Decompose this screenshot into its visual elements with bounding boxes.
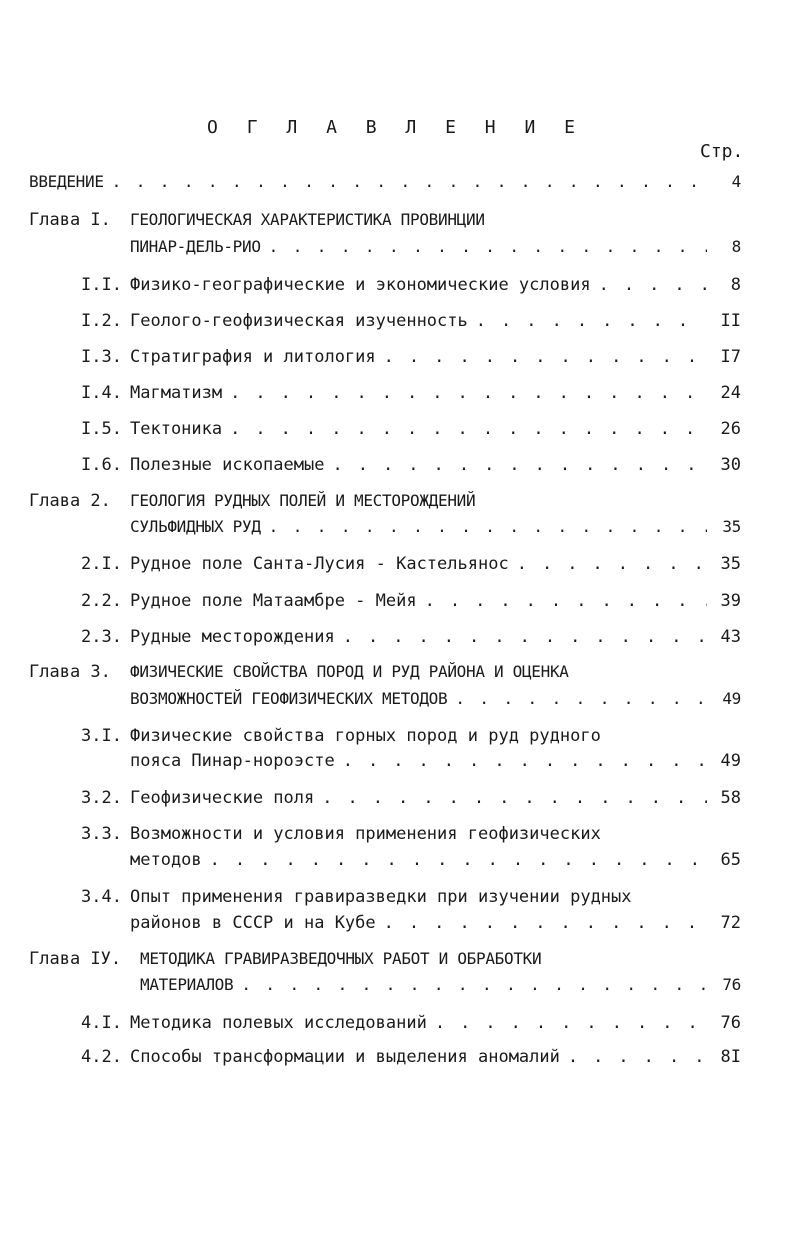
toc-entry <box>130 787 743 809</box>
dot-leader <box>476 310 707 332</box>
section-number: 3.4. <box>81 887 122 907</box>
section-number: I.4. <box>81 383 122 403</box>
section-number: 3.2. <box>81 788 122 808</box>
toc-entry <box>130 418 743 440</box>
chapter-title: ФИЗИЧЕСКИЕ СВОЙСТВА ПОРОД И РУД РАЙОНА И ОЦЕНКА <box>130 662 569 681</box>
toc-entry-text: пояса Пинар-нороэсте <box>130 751 335 771</box>
toc-entry <box>130 454 743 476</box>
toc-entry-page: 43 <box>720 627 741 647</box>
section-number: 3.3. <box>81 824 122 844</box>
toc-entry-page: 26 <box>720 419 741 439</box>
toc-entry-line: Возможности и условия применения геофизических <box>130 824 601 844</box>
toc-entry-text: Стратиграфия и литология <box>130 347 376 367</box>
toc-entry <box>130 750 743 772</box>
toc-entry-text: Магматизм <box>130 383 223 403</box>
toc-entry-page: 49 <box>720 751 741 771</box>
toc-entry-text: Методика полевых исследований <box>130 1013 427 1033</box>
toc-entry <box>130 310 743 332</box>
dot-leader <box>343 750 707 772</box>
toc-entry-page: 65 <box>720 850 741 870</box>
toc-entry-text: методов <box>130 850 202 870</box>
chapter-title: ГЕОЛОГИЧЕСКАЯ ХАРАКТЕРИСТИКА ПРОВИНЦИИ <box>130 210 485 229</box>
dot-leader <box>241 974 707 996</box>
dot-leader <box>332 454 707 476</box>
chapter-label: Глава I. <box>29 210 111 230</box>
dot-leader <box>568 1046 707 1068</box>
toc-entry-page: 35 <box>722 517 741 536</box>
toc-entry-text: Геофизические поля <box>130 788 315 808</box>
dot-leader <box>599 274 707 296</box>
toc-entry-page: 58 <box>720 788 741 808</box>
section-number: 4.2. <box>81 1047 122 1067</box>
toc-entry-page: 76 <box>722 975 741 994</box>
section-number: 2.I. <box>81 554 122 574</box>
toc-entry-page: 24 <box>720 383 741 403</box>
toc-entry-text: Способы трансформации и выделения аномалий <box>130 1047 560 1067</box>
section-number: I.3. <box>81 347 122 367</box>
toc-entry <box>130 626 743 648</box>
dot-leader <box>230 418 707 440</box>
toc-entry-text: Геолого-геофизическая изученность <box>130 311 468 331</box>
chapter-title: ГЕОЛОГИЯ РУДНЫХ ПОЛЕЙ И МЕСТОРОЖДЕНИЙ <box>130 491 476 510</box>
dot-leader <box>343 626 707 648</box>
toc-entry-text: Рудное поле Санта-Лусия - Кастельянос <box>130 554 509 574</box>
toc-entry-ch1 <box>130 236 743 258</box>
toc-entry-text: Рудное поле Матаамбре - Мейя <box>130 591 417 611</box>
section-number: 4.I. <box>81 1013 122 1033</box>
toc-entry-page: 30 <box>720 455 741 475</box>
toc-entry-ch2 <box>130 516 743 538</box>
toc-entry-text: Полезные ископаемые <box>130 455 325 475</box>
section-number: 3.I. <box>81 726 122 746</box>
toc-entry-page: 49 <box>722 689 741 708</box>
toc-entry-page: 39 <box>720 591 741 611</box>
dot-leader <box>384 912 707 934</box>
toc-entry-text: СУЛЬФИДНЫХ РУД <box>130 517 261 536</box>
dot-leader <box>455 688 707 710</box>
toc-entry-ch3 <box>130 688 743 710</box>
page-title: О Г Л А В Л Е Н И Е <box>207 117 584 138</box>
toc-entry <box>130 912 743 934</box>
section-number: I.5. <box>81 419 122 439</box>
chapter-label: Глава 3. <box>29 662 111 682</box>
toc-entry <box>130 849 743 871</box>
section-number: 2.3. <box>81 627 122 647</box>
dot-leader <box>384 346 707 368</box>
toc-entry-line: Опыт применения гравиразведки при изучении рудных <box>130 887 632 907</box>
toc-entry <box>130 1012 743 1034</box>
toc-entry <box>130 274 743 296</box>
toc-entry <box>130 553 743 575</box>
toc-entry-text: Физико-географические и экономические условия <box>130 275 591 295</box>
toc-entry-page: 72 <box>720 913 741 933</box>
dot-leader <box>322 787 707 809</box>
dot-leader <box>210 849 707 871</box>
toc-entry-intro <box>29 171 743 193</box>
toc-entry-page: II <box>720 311 741 331</box>
section-number: I.I. <box>81 275 122 295</box>
toc-entry-page: 8 <box>730 275 741 295</box>
toc-entry <box>130 590 743 612</box>
toc-entry <box>130 346 743 368</box>
chapter-title: МЕТОДИКА ГРАВИРАЗВЕДОЧНЫХ РАБОТ И ОБРАБОТКИ <box>140 949 542 968</box>
toc-entry-page: 76 <box>720 1013 741 1033</box>
toc-entry-text: ВВЕДЕНИЕ <box>29 172 104 191</box>
toc-entry-page: 8I <box>720 1047 741 1067</box>
toc-entry-page: 8 <box>731 237 741 256</box>
chapter-label: Глава 2. <box>29 491 111 511</box>
toc-entry-text: МАТЕРИАЛОВ <box>140 975 234 994</box>
dot-leader <box>425 590 707 612</box>
dot-leader <box>269 516 707 538</box>
dot-leader <box>112 171 707 193</box>
toc-entry-text: районов в СССР и на Кубе <box>130 913 376 933</box>
toc-entry <box>130 1046 743 1068</box>
toc-entry-page: 35 <box>720 554 741 574</box>
dot-leader <box>269 236 707 258</box>
section-number: I.6. <box>81 455 122 475</box>
toc-entry-text: Рудные месторождения <box>130 627 335 647</box>
section-number: 2.2. <box>81 591 122 611</box>
dot-leader <box>517 553 707 575</box>
toc-entry-page: 4 <box>731 172 741 191</box>
section-number: I.2. <box>81 311 122 331</box>
chapter-label: Глава IУ. <box>29 949 122 969</box>
page-column-label: Стр. <box>700 141 744 162</box>
toc-entry-text: ПИНАР-ДЕЛЬ-РИО <box>130 237 261 256</box>
dot-leader <box>435 1012 707 1034</box>
dot-leader <box>230 382 707 404</box>
toc-entry-ch4 <box>140 974 743 996</box>
toc-entry-page: I7 <box>720 347 741 367</box>
toc-entry-line: Физические свойства горных пород и руд рудного <box>130 726 601 746</box>
toc-entry-text: Тектоника <box>130 419 223 439</box>
toc-entry <box>130 382 743 404</box>
toc-entry-text: ВОЗМОЖНОСТЕЙ ГЕОФИЗИЧЕСКИХ МЕТОДОВ <box>130 689 448 708</box>
